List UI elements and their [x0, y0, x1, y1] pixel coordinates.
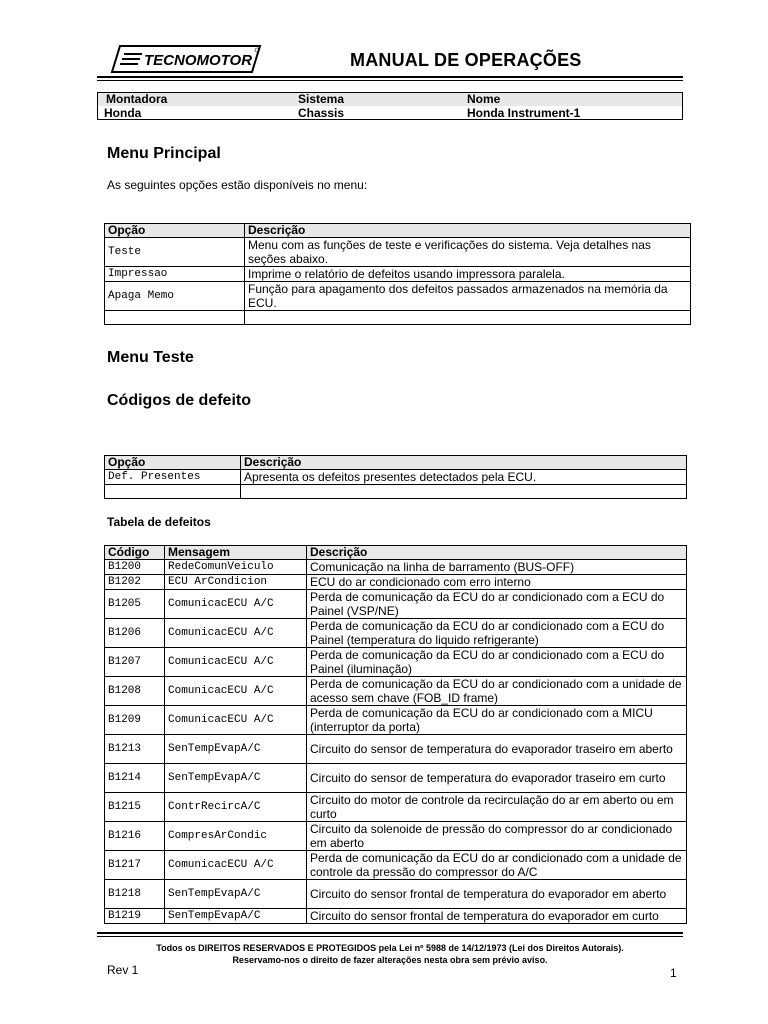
page-number: 1 — [670, 966, 677, 980]
tecnomotor-logo — [110, 44, 262, 74]
option-code: Apaga Memo — [105, 282, 245, 311]
section-title-menu-principal: Menu Principal — [107, 145, 221, 162]
fault-description: Perda de comunicação da ECU do ar condicionado com a ECU do Painel (temperatura do liquido refrigerante) — [307, 619, 687, 648]
fault-message: CompresArCondic — [165, 822, 307, 851]
col-header-mensagem: Mensagem — [165, 546, 307, 560]
logo-text: TECNOMOTOR — [144, 52, 253, 69]
option-description: Imprime o relatório de defeitos usando impressora paralela. — [245, 267, 691, 282]
fault-description: Perda de comunicação da ECU do ar condicionado com a ECU do Painel (iluminação) — [307, 648, 687, 677]
info-value-sistema: Chassis — [298, 106, 345, 120]
document-title: MANUAL DE OPERAÇÕES — [350, 50, 582, 70]
fault-code: B1213 — [105, 735, 165, 764]
table-row — [105, 735, 687, 764]
copyright-line-2: Reservamo-nos o direito de fazer alterações nesta obra sem prévio aviso. — [232, 955, 548, 965]
fault-description: Circuito do sensor frontal de temperatura do evaporador em curto — [307, 909, 687, 924]
fault-code: B1215 — [105, 793, 165, 822]
fault-message: SenTempEvapA/C — [165, 764, 307, 793]
table-row — [105, 619, 687, 648]
col-header-codigo: Código — [105, 546, 165, 560]
table-row — [105, 267, 691, 282]
table-row — [105, 822, 687, 851]
table-row-empty — [105, 485, 687, 499]
table-row — [105, 560, 687, 575]
vehicle-info-grid — [97, 92, 683, 120]
fault-description: Circuito do motor de controle da recirculação do ar em aberto ou em curto — [307, 793, 687, 822]
fault-description: Circuito da solenoide de pressão do compressor do ar condicionado em aberto — [307, 822, 687, 851]
fault-description: Perda de comunicação da ECU do ar condicionado com a unidade de acesso sem chave (FOB_ID frame) — [307, 677, 687, 706]
fault-description: Circuito do sensor de temperatura do evaporador traseiro em aberto — [307, 735, 687, 764]
col-header-descricao: Descrição — [241, 456, 687, 470]
fault-code: B1206 — [105, 619, 165, 648]
fault-code: B1214 — [105, 764, 165, 793]
option-description: Menu com as funções de teste e verificações do sistema. Veja detalhes nas seções abaixo. — [245, 238, 691, 267]
col-header-descricao: Descrição — [245, 224, 691, 238]
table-row — [105, 238, 691, 267]
option-code: Teste — [105, 238, 245, 267]
table-row — [105, 677, 687, 706]
info-value-montadora: Honda — [104, 106, 142, 120]
section-title-menu-teste: Menu Teste — [107, 349, 194, 366]
info-label-montadora: Montadora — [106, 92, 168, 106]
option-description: Apresenta os defeitos presentes detectados pela ECU. — [241, 470, 687, 485]
table-row — [105, 706, 687, 735]
info-label-sistema: Sistema — [298, 92, 345, 106]
table-row — [105, 648, 687, 677]
table-row-empty — [105, 311, 691, 325]
header-rule — [97, 76, 683, 78]
fault-description: Circuito do sensor de temperatura do evaporador traseiro em curto — [307, 764, 687, 793]
copyright-notice — [97, 942, 683, 966]
fault-description: ECU do ar condicionado com erro interno — [307, 575, 687, 590]
menu-teste-table — [104, 455, 687, 499]
fault-code: B1216 — [105, 822, 165, 851]
col-header-opcao: Opção — [105, 456, 241, 470]
col-header-descricao: Descrição — [307, 546, 687, 560]
table-row — [105, 282, 691, 311]
menu-principal-table — [104, 223, 691, 325]
fault-description: Comunicação na linha de barramento (BUS-OFF) — [307, 560, 687, 575]
fault-message: SenTempEvapA/C — [165, 880, 307, 909]
fault-message: SenTempEvapA/C — [165, 735, 307, 764]
table-row — [105, 764, 687, 793]
info-label-nome: Nome — [467, 92, 501, 106]
fault-message: ComunicacECU A/C — [165, 851, 307, 880]
fault-message: RedeComunVeiculo — [165, 560, 307, 575]
menu-principal-intro: As seguintes opções estão disponíveis no menu: — [107, 178, 368, 192]
fault-code: B1200 — [105, 560, 165, 575]
info-label-row — [98, 93, 682, 106]
footer-rule — [97, 932, 683, 934]
fault-code: B1209 — [105, 706, 165, 735]
table-row — [105, 793, 687, 822]
info-value-nome: Honda Instrument-1 — [467, 106, 581, 120]
table-row — [105, 575, 687, 590]
table-row — [105, 851, 687, 880]
section-title-codigos-defeito: Códigos de defeito — [107, 392, 251, 409]
fault-message: ECU ArCondicion — [165, 575, 307, 590]
fault-description: Perda de comunicação da ECU do ar condicionado com a MICU (interruptor da porta) — [307, 706, 687, 735]
fault-code: B1217 — [105, 851, 165, 880]
header-rule-thin — [97, 80, 683, 81]
revision-label: Rev 1 — [107, 963, 139, 977]
option-code: Impressao — [105, 267, 245, 282]
option-code: Def. Presentes — [105, 470, 241, 485]
table-row — [105, 909, 687, 924]
fault-code: B1208 — [105, 677, 165, 706]
fault-code: B1219 — [105, 909, 165, 924]
fault-code: B1218 — [105, 880, 165, 909]
fault-code: B1202 — [105, 575, 165, 590]
table-row — [105, 590, 687, 619]
copyright-line-1: Todos os DIREITOS RESERVADOS E PROTEGIDOS pela Lei nº 5988 de 14/12/1973 (Lei dos Direitos Autorais). — [156, 943, 624, 953]
col-header-opcao: Opção — [105, 224, 245, 238]
fault-message: ContrRecircA/C — [165, 793, 307, 822]
option-description: Função para apagamento dos defeitos passados armazenados na memória da ECU. — [245, 282, 691, 311]
fault-message: ComunicacECU A/C — [165, 706, 307, 735]
fault-message: ComunicacECU A/C — [165, 590, 307, 619]
tabela-defeitos-title: Tabela de defeitos — [107, 515, 211, 529]
fault-code: B1205 — [105, 590, 165, 619]
fault-description: Circuito do sensor frontal de temperatura do evaporador em aberto — [307, 880, 687, 909]
fault-message: SenTempEvapA/C — [165, 909, 307, 924]
tabela-defeitos — [104, 545, 687, 924]
fault-description: Perda de comunicação da ECU do ar condicionado com a ECU do Painel (VSP/NE) — [307, 590, 687, 619]
fault-code: B1207 — [105, 648, 165, 677]
fault-message: ComunicacECU A/C — [165, 648, 307, 677]
table-row — [105, 470, 687, 485]
fault-description: Perda de comunicação da ECU do ar condicionado com a unidade de controle da pressão do compressor do A/C — [307, 851, 687, 880]
fault-message: ComunicacECU A/C — [165, 677, 307, 706]
footer-rule-thin — [97, 936, 683, 937]
table-row — [105, 880, 687, 909]
fault-message: ComunicacECU A/C — [165, 619, 307, 648]
